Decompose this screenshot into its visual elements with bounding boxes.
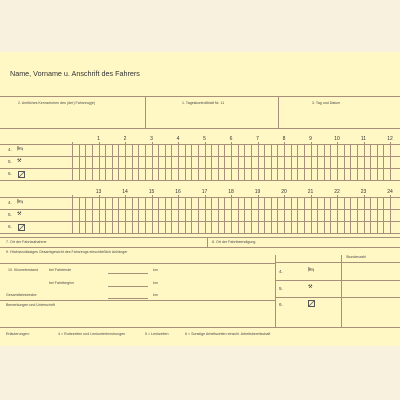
bottom-hour-label: 23 <box>360 189 367 195</box>
top-row-label: 4. <box>8 147 12 152</box>
divider <box>0 237 400 238</box>
legend-title: Erläuterungen: <box>6 332 30 336</box>
summary-label-5: 5. <box>279 286 283 291</box>
bottom-time-row[interactable] <box>72 209 390 221</box>
km-label: 10. Kilometerstand <box>8 268 38 272</box>
hammer-icon: ⚒ <box>308 284 313 290</box>
top-row-label: 6. <box>8 171 12 176</box>
top-grid-hour-line <box>390 142 391 180</box>
divider <box>207 237 208 247</box>
divider <box>0 263 275 264</box>
driver-log-form <box>0 52 400 346</box>
bottom-time-row[interactable] <box>72 197 390 209</box>
date-label: 3. Tag und Datum <box>312 101 341 105</box>
divider <box>0 327 400 328</box>
total-distance-label: Gesamtfahrstrecke: <box>6 293 38 297</box>
summary-label-6: 6. <box>279 302 283 307</box>
divider <box>275 280 400 281</box>
bottom-hour-label: 18 <box>228 189 234 195</box>
bottom-grid-hour-line <box>390 195 391 233</box>
top-hour-label: 8 <box>282 136 286 142</box>
bed-icon: 🛏 <box>17 199 24 205</box>
top-time-row[interactable] <box>72 144 390 156</box>
legend-item-6: 6 = Sonstige Arbeitszeiten einschl. Arbeitsbereitschaft <box>185 332 271 336</box>
km-unit: km <box>153 281 158 285</box>
weight-label: 9. Höchstzulässiges Gesamtgewicht des Fahrzeugs einschließlich Anhänger <box>6 250 128 254</box>
bottom-hour-label: 21 <box>307 189 314 195</box>
box-x-icon <box>308 300 315 307</box>
sheet-number-label: 1. Tageskontrollblatt Nr. 11 <box>182 101 225 105</box>
top-hour-label: 12 <box>387 136 393 142</box>
box-x-icon <box>18 171 25 178</box>
divider <box>0 96 400 97</box>
divider <box>0 128 400 129</box>
km-start-label: bei Fahrtbeginn <box>49 281 74 285</box>
bottom-row-label: 5. <box>8 212 12 217</box>
place-start-label: 7. Ort der Fahrtaufnahme <box>6 240 47 244</box>
stundenzahl-label: Stundenzahl <box>346 255 366 259</box>
bottom-time-row[interactable] <box>72 221 390 233</box>
top-hour-label: 4 <box>176 136 180 142</box>
top-hour-label: 11 <box>360 136 367 142</box>
bed-icon: 🛏 <box>308 267 315 273</box>
divider <box>275 297 400 298</box>
bed-icon: 🛏 <box>17 146 24 152</box>
hammer-icon: ⚒ <box>17 211 22 217</box>
divider <box>0 300 275 301</box>
remarks-label: Bemerkungen und Unterschrift <box>6 303 55 307</box>
top-time-row[interactable] <box>72 156 390 168</box>
divider <box>145 96 146 128</box>
input-line[interactable] <box>108 298 148 299</box>
top-hour-label: 1 <box>97 136 100 142</box>
top-hour-label: 5 <box>203 136 206 142</box>
divider <box>341 255 342 327</box>
top-hour-label: 9 <box>309 136 312 142</box>
top-row-label: 5. <box>8 159 12 164</box>
top-hour-label: 7 <box>256 136 259 142</box>
top-row-line <box>0 180 400 181</box>
legend-item-5: 5 = Lenkzeiten <box>145 332 169 336</box>
divider <box>275 262 400 263</box>
place-end-label: 8. Ort der Fahrtbeendigung <box>212 240 256 244</box>
km-unit: km <box>153 293 158 297</box>
divider <box>275 255 276 327</box>
top-hour-label: 10 <box>334 136 340 142</box>
divider <box>0 247 400 248</box>
top-hour-label: 6 <box>229 136 233 142</box>
bottom-row-line <box>0 233 400 234</box>
km-end-label: bei Fahrtende <box>49 268 72 272</box>
input-line[interactable] <box>108 273 148 274</box>
bottom-hour-label: 15 <box>148 189 155 195</box>
bottom-hour-label: 22 <box>334 189 340 195</box>
top-time-row[interactable] <box>72 168 390 180</box>
bottom-hour-label: 17 <box>201 189 208 195</box>
hammer-icon: ⚒ <box>17 158 22 164</box>
vehicle-plate-label: 2. Amtliches Kennzeichen des (der) Fahrzeug(e) <box>18 101 96 105</box>
summary-label-4: 4. <box>279 269 283 274</box>
bottom-hour-label: 20 <box>281 189 287 195</box>
bottom-hour-label: 24 <box>387 189 393 195</box>
legend-item-4: 4 = Ruhezeiten und Lenkunterbrechungen <box>58 332 126 336</box>
bottom-row-label: 4. <box>8 200 12 205</box>
bottom-hour-label: 19 <box>254 189 261 195</box>
form-title: Name, Vorname u. Anschrift des Fahrers <box>10 69 140 78</box>
bottom-hour-label: 16 <box>175 189 181 195</box>
bottom-hour-label: 14 <box>122 189 128 195</box>
km-unit: km <box>153 268 158 272</box>
bottom-row-label: 6. <box>8 224 12 229</box>
top-hour-label: 2 <box>123 136 127 142</box>
box-x-icon <box>18 224 25 231</box>
bottom-hour-label: 13 <box>95 189 102 195</box>
input-line[interactable] <box>108 286 148 287</box>
divider <box>278 96 279 128</box>
top-hour-label: 3 <box>150 136 153 142</box>
